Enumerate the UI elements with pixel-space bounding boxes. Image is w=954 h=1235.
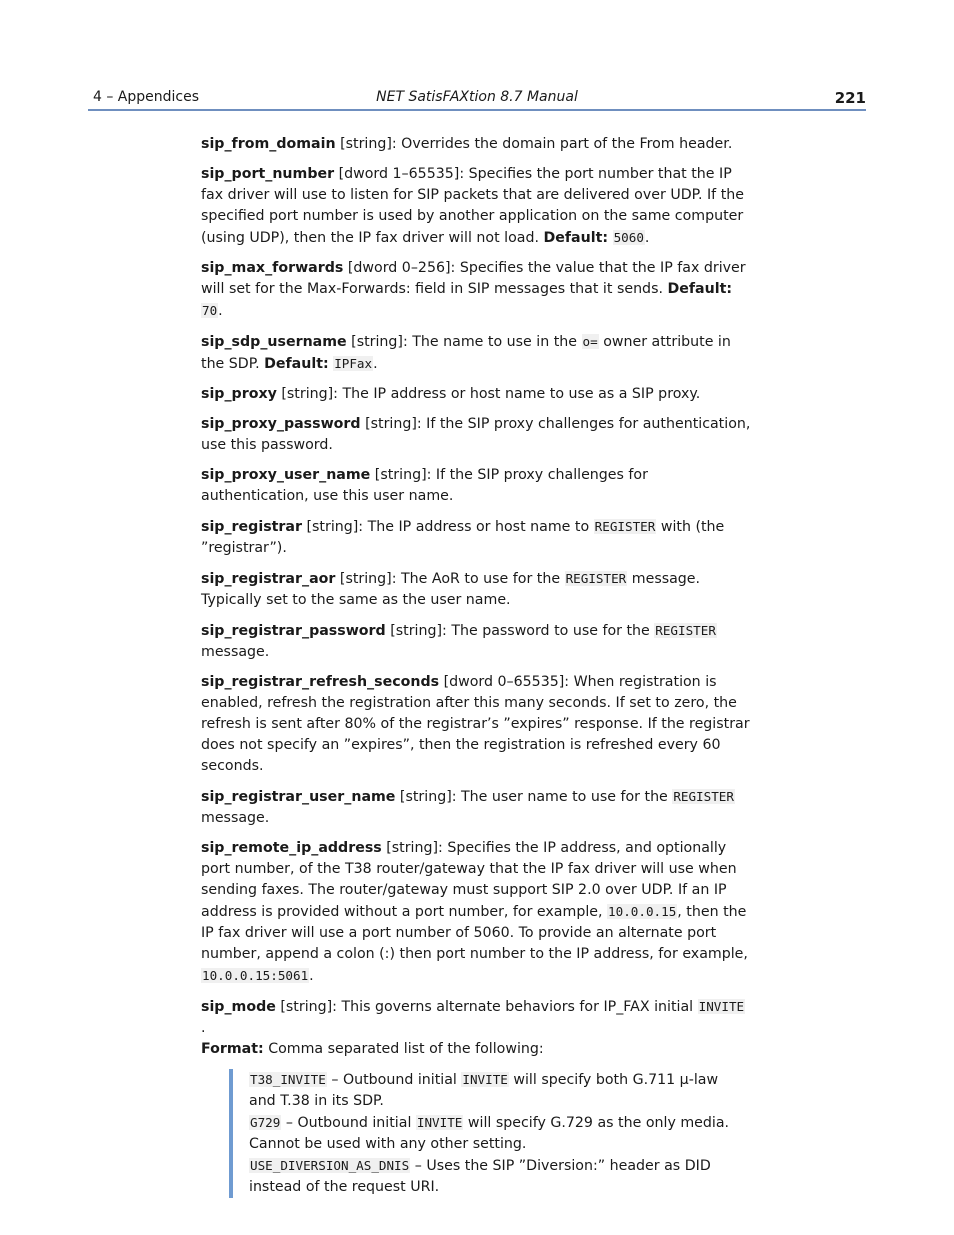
- entry-sip-max-forwards: [201, 258, 753, 322]
- entry-term: sip_registrar_user_name: [201, 789, 396, 805]
- option-item: [249, 1112, 739, 1155]
- inline-code: INVITE: [462, 1072, 508, 1087]
- entry-sip-from-domain: [201, 134, 753, 155]
- inline-code: REGISTER: [565, 571, 627, 586]
- entry-text: [dword 1–65535]: Specifies the port number that the IP fax driver will use to listen for SIP packets that are delivered over UDP. If the specified port number is used by another application on the same computer (using UDP), then the IP fax driver will not load.: [201, 166, 744, 246]
- entry-text-end: .: [644, 230, 650, 246]
- entry-text: with (the ”registrar”).: [201, 519, 725, 556]
- entry-term: sip_sdp_username: [201, 334, 347, 350]
- entry-term: sip_port_number: [201, 166, 335, 182]
- format-label: Format:: [201, 1041, 264, 1057]
- entry-text: , then the IP fax driver will use a port number of 5060. To provide an alternate port number, append a colon (:) then port number to the IP address, for example,: [201, 904, 748, 962]
- entry-sip-proxy: [201, 384, 753, 405]
- entry-text-end: .: [201, 1020, 206, 1036]
- header-rule: [88, 109, 866, 111]
- manual-title: NET SatisFAXtion 8.7 Manual: [376, 89, 578, 105]
- inline-code: o=: [582, 334, 598, 349]
- entry-text: message. Typically set to the same as the user name.: [201, 571, 701, 608]
- inline-code: REGISTER: [655, 623, 716, 638]
- entry-sip-mode: [201, 996, 753, 1060]
- default-label: Default:: [264, 356, 329, 372]
- page-body: [201, 134, 753, 1198]
- entry-term: sip_from_domain: [201, 136, 336, 152]
- option-text: – Uses the SIP ”Diversion:” header as DID instead of the request URI.: [249, 1158, 711, 1195]
- option-text: – Outbound initial: [281, 1115, 416, 1131]
- entry-text: [string]: The name to use in the: [346, 334, 582, 350]
- entry-term: sip_mode: [201, 999, 276, 1015]
- entry-text: [string]: The user name to use for the: [395, 789, 673, 805]
- entry-sip-registrar-user-name: [201, 786, 753, 829]
- entry-text: [dword 0–65535]: When registration is enabled, refresh the registration after this many seconds. If set to zero, the refresh is sent after 80% of the registrar’s ”expires” response. If the registrar does not specify an ”expires”, then the registration is refreshed every 60 seconds.: [201, 674, 750, 774]
- entry-sip-port-number: [201, 164, 753, 249]
- entry-term: sip_proxy: [201, 386, 277, 402]
- format-text: Comma separated list of the following:: [263, 1041, 544, 1057]
- option-code: G729: [250, 1115, 281, 1130]
- entry-sip-sdp-username: [201, 331, 753, 375]
- entry-term: sip_remote_ip_address: [201, 840, 382, 856]
- entry-term: sip_proxy_user_name: [201, 467, 371, 483]
- default-value: 70: [202, 303, 218, 318]
- option-item: [249, 1155, 739, 1198]
- inline-code: INVITE: [698, 999, 745, 1014]
- entry-term: sip_registrar_aor: [201, 571, 336, 587]
- entry-text: [dword 0–256]: Specifies the value that the IP fax driver will set for the Max-Forwards: field in SIP messages that it sends.: [201, 260, 746, 297]
- entry-text: [string]: The password to use for the: [385, 623, 655, 639]
- entry-term: sip_registrar_password: [201, 623, 386, 639]
- inline-code: INVITE: [416, 1115, 463, 1130]
- entry-text: message.: [201, 810, 270, 826]
- inline-code: 10.0.0.15: [608, 904, 677, 919]
- quote-bar: [229, 1069, 233, 1198]
- inline-code: REGISTER: [594, 519, 656, 534]
- option-item: [249, 1069, 739, 1112]
- default-value: IPFax: [334, 356, 373, 371]
- page-number: 221: [834, 89, 866, 107]
- inline-code: REGISTER: [673, 789, 734, 804]
- entry-sip-proxy-user-name: [201, 465, 753, 507]
- option-text: will specify G.729 as the only media. Cannot be used with any other setting.: [249, 1115, 730, 1152]
- sip-mode-options: [229, 1069, 739, 1198]
- entry-term: sip_registrar: [201, 519, 302, 535]
- option-text: – Outbound initial: [326, 1072, 462, 1088]
- entry-text: [string]: The IP address or host name to: [302, 519, 594, 535]
- entry-text-end: .: [309, 968, 314, 984]
- section-label: 4 – Appendices: [93, 89, 200, 105]
- entry-term: sip_max_forwards: [201, 260, 344, 276]
- option-code: T38_INVITE: [250, 1072, 326, 1087]
- entry-sip-proxy-password: [201, 414, 753, 456]
- option-text: will specify both G.711 μ-law and T.38 in its SDP.: [249, 1072, 719, 1109]
- default-label: Default:: [543, 230, 609, 246]
- entry-text: [string]: Overrides the domain part of the From header.: [335, 136, 733, 152]
- entry-text: message.: [201, 644, 270, 660]
- entry-text-end: .: [218, 303, 223, 319]
- default-value: 5060: [613, 230, 644, 245]
- entry-sip-registrar-aor: [201, 568, 753, 611]
- default-label: Default:: [667, 281, 733, 297]
- entry-text: [string]: If the SIP proxy challenges for authentication, use this password.: [201, 416, 751, 453]
- option-code: USE_DIVERSION_AS_DNIS: [250, 1158, 410, 1173]
- entry-text-end: .: [373, 356, 378, 372]
- entry-text: [string]: The IP address or host name to use as a SIP proxy.: [276, 386, 701, 402]
- entry-sip-registrar-password: [201, 620, 753, 663]
- entry-term: sip_proxy_password: [201, 416, 361, 432]
- entry-text: [string]: Specifies the IP address, and optionally port number, of the T38 router/gateway that the IP fax driver will use when sending faxes. The router/gateway must support SIP 2.0 over UDP. If an IP address is provided without a port number, for example,: [201, 840, 737, 920]
- entry-term: sip_registrar_refresh_seconds: [201, 674, 440, 690]
- page-header: [88, 89, 866, 109]
- entry-sip-registrar-refresh-seconds: [201, 672, 753, 777]
- inline-code: 10.0.0.15:5061: [202, 968, 309, 983]
- entry-sip-remote-ip-address: [201, 838, 753, 987]
- entry-text: [string]: This governs alternate behaviors for IP_FAX initial: [275, 999, 698, 1015]
- entry-sip-registrar: [201, 516, 753, 559]
- entry-text: owner attribute in the SDP.: [201, 334, 731, 372]
- entry-text: [string]: If the SIP proxy challenges for authentication, use this user name.: [201, 467, 648, 504]
- entry-text: [string]: The AoR to use for the: [335, 571, 565, 587]
